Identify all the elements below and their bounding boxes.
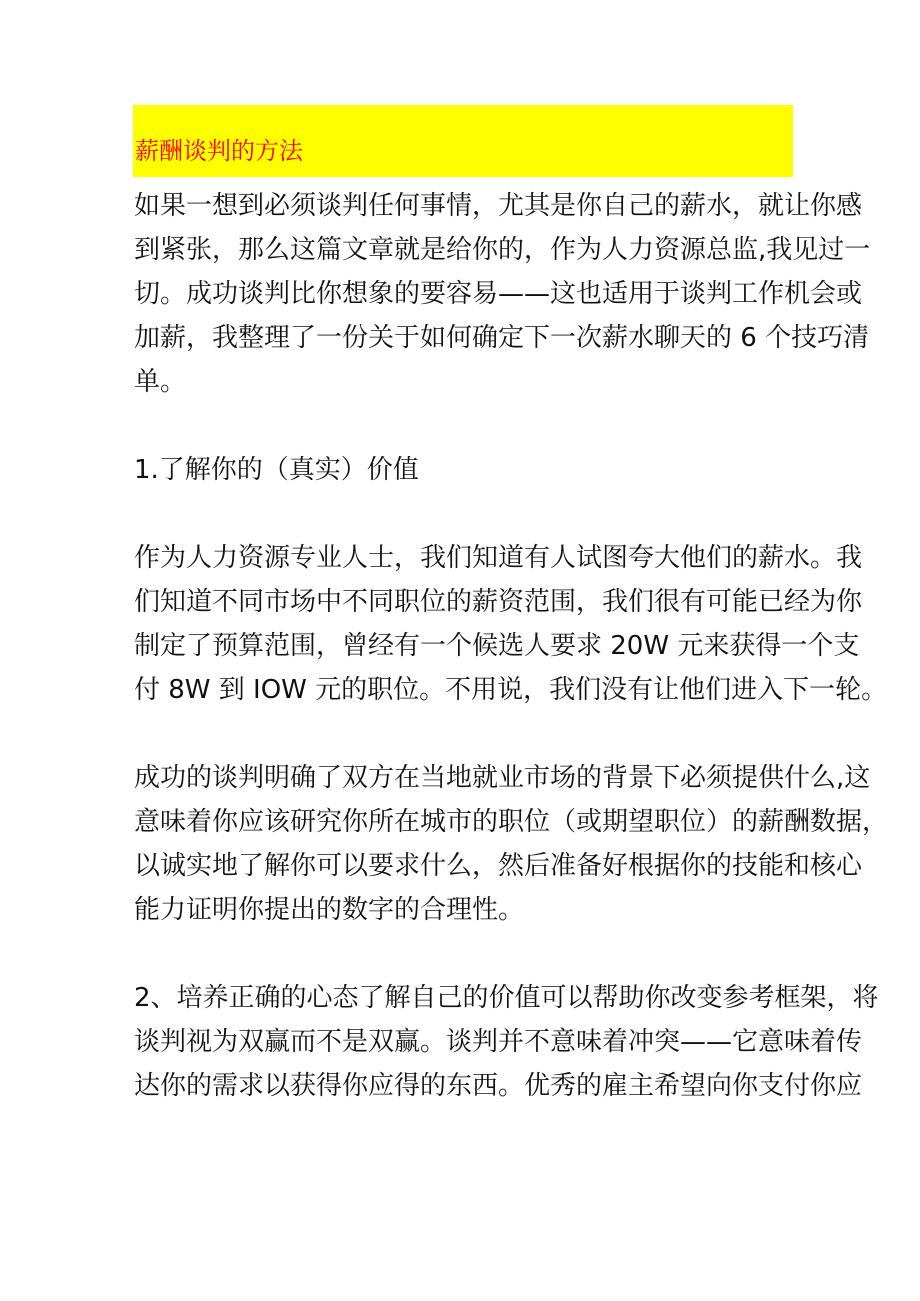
paragraph-section-2 [134, 976, 879, 1108]
text-line: 达你的需求以获得你应得的东西。优秀的雇主希望向你支付你应 [134, 1071, 863, 1101]
paragraph-intro [134, 184, 871, 404]
text-line: 成功的谈判明确了双方在当地就业市场的背景下必须提供什么,这 [134, 763, 871, 793]
text-line: 制定了预算范围，曾经有一个候选人要求 20W 元来获得一个支 [134, 631, 860, 661]
paragraph-gap [134, 404, 794, 448]
paragraph-section-1-b [134, 756, 889, 932]
text-line: 以诚实地了解你可以要求什么，然后准备好根据你的技能和核心 [134, 851, 863, 881]
section-heading-1 [134, 448, 794, 492]
paragraph-section-1-a [134, 536, 888, 712]
text-line: 到紧张，那么这篇文章就是给你的，作为人力资源总监,我见过一 [134, 235, 871, 265]
text-line: 作为人力资源专业人士，我们知道有人试图夸大他们的薪水。我 [134, 543, 863, 573]
paragraph-gap [134, 492, 794, 536]
text-line: 2、培养正确的心态了解自己的价值可以帮助你改变参考框架，将 [134, 983, 879, 1013]
text-line: 们知道不同市场中不同职位的薪资范围，我们很有可能已经为你 [134, 587, 863, 617]
text-line: 加薪，我整理了一份关于如何确定下一次薪水聊天的 6 个技巧清 [134, 323, 870, 353]
text-line: 意味着你应该研究你所在城市的职位（或期望职位）的薪酬数据， [134, 807, 889, 837]
text-line: 付 8W 到 IOW 元的职位。不用说，我们没有让他们进入下一轮。 [134, 675, 888, 705]
text-line: 1.了解你的（真实）价值 [134, 455, 419, 485]
text-line: 如果一想到必须谈判任何事情，尤其是你自己的薪水，就让你感 [134, 191, 863, 221]
text-line: 能力证明你提出的数字的合理性。 [134, 895, 525, 925]
text-line: 单。 [134, 367, 187, 397]
text-line: 切。成功谈判比你想象的要容易——这也适用于谈判工作机会或 [134, 279, 863, 309]
document-title: 薪酬谈判的方法 [135, 137, 303, 165]
title-highlight [133, 105, 793, 177]
paragraph-gap [134, 712, 794, 756]
paragraph-gap [134, 932, 794, 976]
document-body [134, 184, 889, 1108]
text-line: 谈判视为双赢而不是双赢。谈判并不意味着冲突——它意味着传 [134, 1027, 863, 1057]
